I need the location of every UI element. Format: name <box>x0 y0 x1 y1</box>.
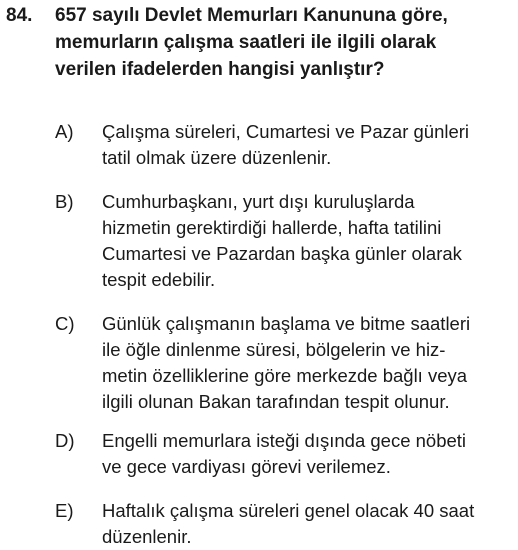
option-text <box>102 119 516 171</box>
option-letter: E) <box>55 500 74 521</box>
option-line: Çalışma süreleri, Cumartesi ve Pazar günleri <box>102 121 470 142</box>
option-letter: B) <box>55 191 74 212</box>
option-line: ilgili olunan Bakan tarafından tespit olunur. <box>102 391 450 412</box>
option-line: tespit edebilir. <box>102 269 216 290</box>
question-line: memurların çalışma saatleri ile ilgili olarak <box>55 32 437 53</box>
option-line: Günlük çalışmanın başlama ve bitme saatleri <box>102 313 471 334</box>
option-text <box>102 428 516 480</box>
question-text <box>55 2 515 83</box>
option-line: Haftalık çalışma süreleri genel olacak 40 saat <box>102 500 475 521</box>
question-line: 657 sayılı Devlet Memurları Kanununa göre, <box>55 5 448 26</box>
option-text <box>102 189 516 293</box>
option-line: hizmetin gerektirdiği hallerde, hafta tatilini <box>102 217 442 238</box>
question-number: 84. <box>6 5 33 26</box>
option-line: Engelli memurlara isteği dışında gece nöbeti <box>102 430 467 451</box>
option-line: tatil olmak üzere düzenlenir. <box>102 147 332 168</box>
option-line: düzenlenir. <box>102 526 192 547</box>
option-line: ve gece vardiyası görevi verilemez. <box>102 456 391 477</box>
option-line: ile öğle dinlenme süresi, bölgelerin ve hiz- <box>102 339 446 360</box>
option-letter: A) <box>55 121 74 142</box>
option-line: Cumhurbaşkanı, yurt dışı kuruluşlarda <box>102 191 415 212</box>
option-text <box>102 311 516 415</box>
option-letter: D) <box>55 430 75 451</box>
option-line: Cumartesi ve Pazardan başka günler olarak <box>102 243 462 264</box>
option-text <box>102 498 516 550</box>
question-line: verilen ifadelerden hangisi yanlıştır? <box>55 59 385 80</box>
option-letter: C) <box>55 313 75 334</box>
option-line: metin özelliklerine göre merkezde bağlı veya <box>102 365 468 386</box>
